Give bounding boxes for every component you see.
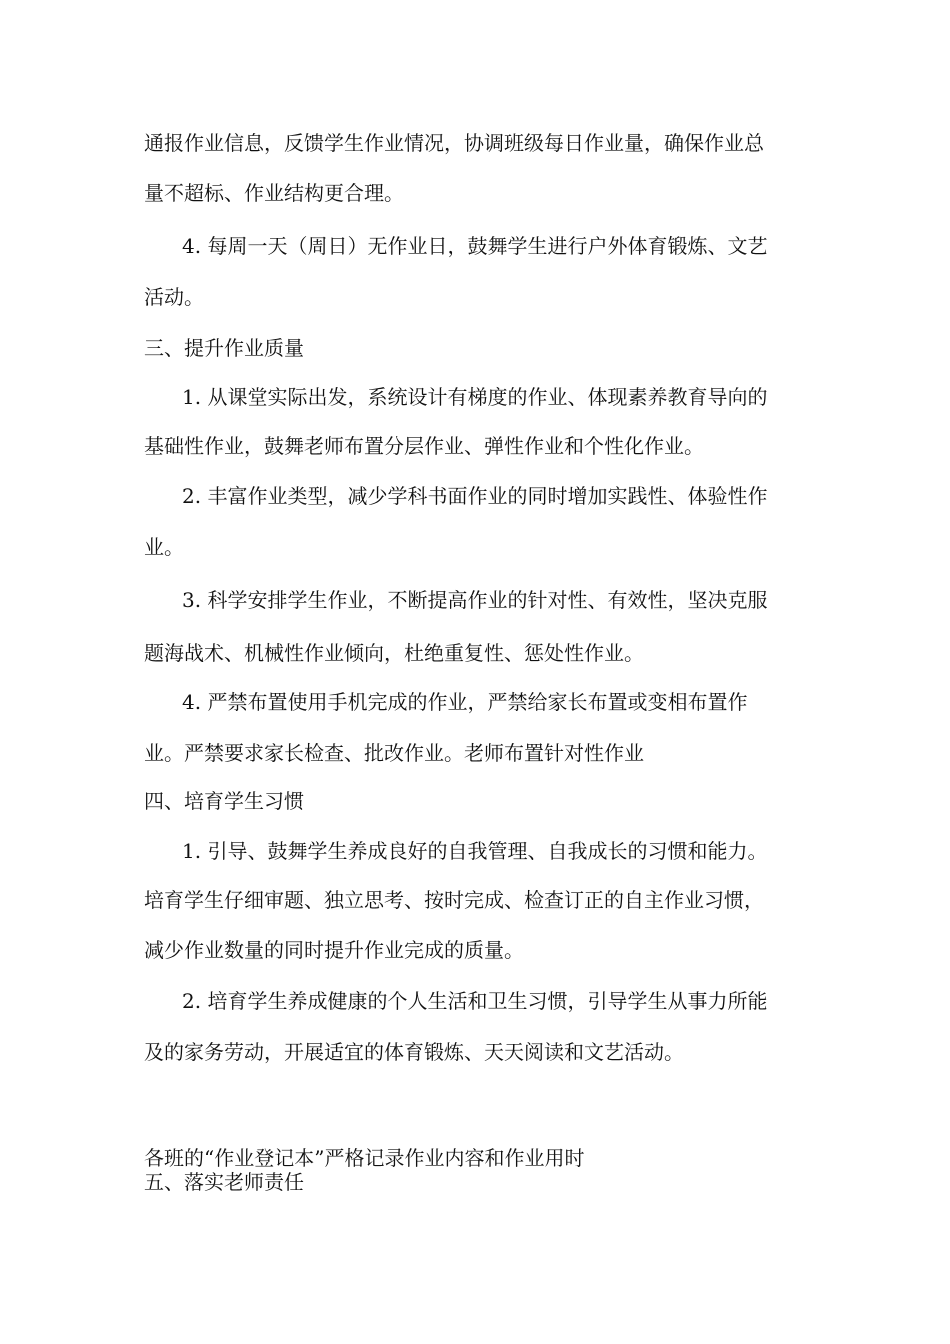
paragraph-line: 业。严禁要求家长检查、批改作业。老师布置针对性作业 <box>144 741 644 765</box>
paragraph-line: 减少作业数量的同时提升作业完成的质量。 <box>144 938 524 962</box>
paragraph-line: 及的家务劳动，开展适宜的体育锻炼、天天阅读和文艺活动。 <box>144 1040 684 1064</box>
paragraph-line: 1. 引导、鼓舞学生养成良好的自我管理、自我成长的习惯和能力。 <box>182 839 768 863</box>
paragraph-line: 4. 严禁布置使用手机完成的作业，严禁给家长布置或变相布置作 <box>182 690 748 714</box>
paragraph-line: 4. 每周一天（周日）无作业日，鼓舞学生进行户外体育锻炼、文艺 <box>182 234 768 258</box>
paragraph-line: 培育学生仔细审题、独立思考、按时完成、检查订正的自主作业习惯， <box>144 888 764 912</box>
paragraph-line: 量不超标、作业结构更合理。 <box>144 181 404 205</box>
paragraph-line: 1. 从课堂实际出发，系统设计有梯度的作业、体现素养教育导向的 <box>182 385 768 409</box>
section-heading: 四、培育学生习惯 <box>144 789 304 813</box>
paragraph-line: 通报作业信息，反馈学生作业情况，协调班级每日作业量，确保作业总 <box>144 131 764 155</box>
paragraph-line: 各班的“作业登记本”严格记录作业内容和作业用时 <box>144 1146 585 1170</box>
section-heading: 三、提升作业质量 <box>144 336 304 360</box>
paragraph-line: 2. 培育学生养成健康的个人生活和卫生习惯，引导学生从事力所能 <box>182 989 768 1013</box>
paragraph-line: 业。 <box>144 535 184 559</box>
paragraph-line: 基础性作业，鼓舞老师布置分层作业、弹性作业和个性化作业。 <box>144 434 704 458</box>
paragraph-line: 题海战术、机械性作业倾向，杜绝重复性、惩处性作业。 <box>144 641 644 665</box>
paragraph-line: 活动。 <box>144 285 204 309</box>
paragraph-line: 2. 丰富作业类型，减少学科书面作业的同时增加实践性、体验性作 <box>182 484 768 508</box>
paragraph-line: 3. 科学安排学生作业，不断提高作业的针对性、有效性，坚决克服 <box>182 588 768 612</box>
section-heading: 五、落实老师责任 <box>144 1170 304 1194</box>
